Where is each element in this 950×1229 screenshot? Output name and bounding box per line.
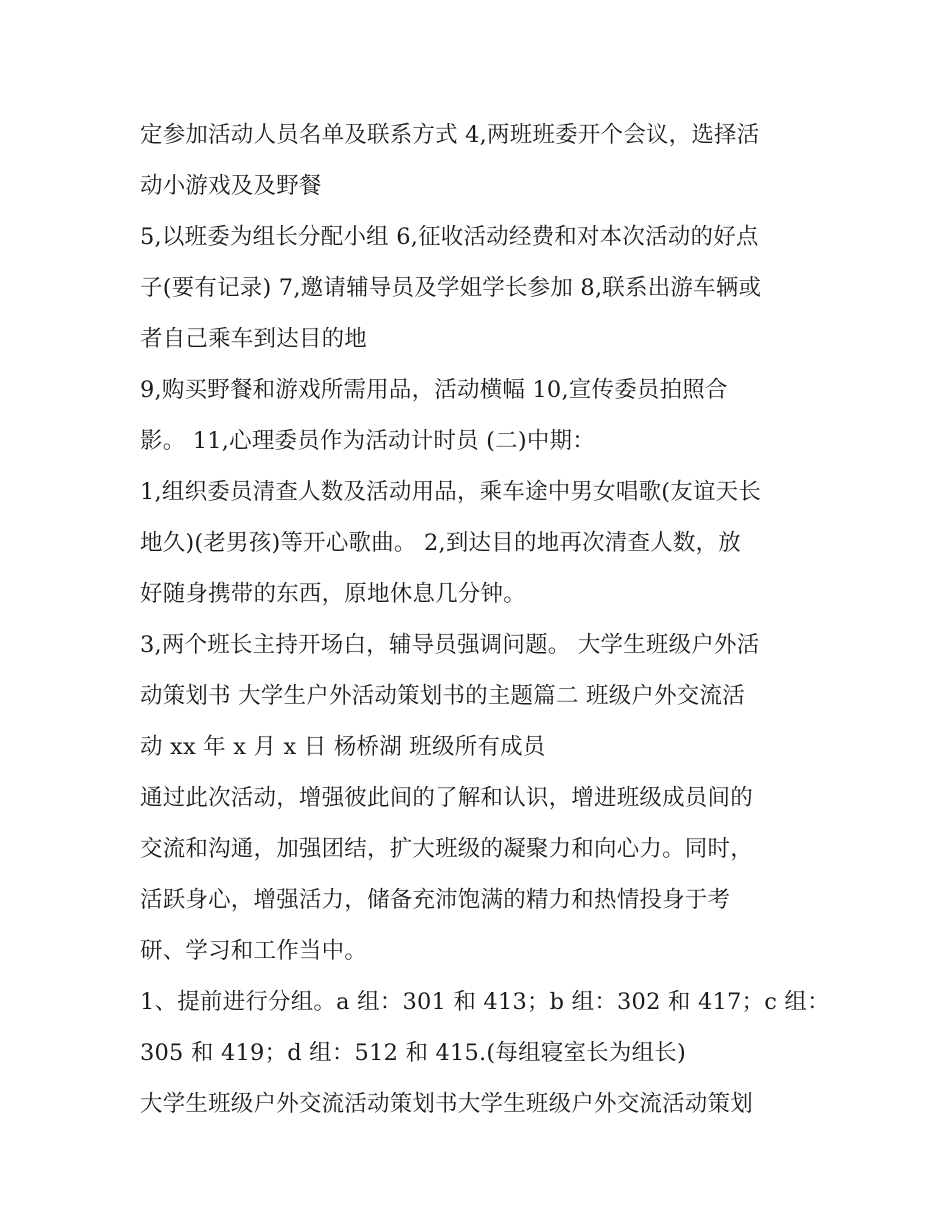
text-line: 1,组织委员清查人数及活动用品，乘车途中男女唱歌(友谊天长: [140, 479, 762, 505]
text-line: 5,以班委为组长分配小组 6,征收活动经费和对本次活动的好点: [140, 224, 759, 250]
text-line: 3,两个班长主持开场白，辅导员强调问题。 大学生班级户外活: [140, 632, 760, 658]
text-line: 交流和沟通，加强团结，扩大班级的凝聚力和向心力。同时，: [140, 836, 753, 862]
text-line: 通过此次活动，增强彼此间的了解和认识，增进班级成员间的: [140, 785, 753, 811]
text-line: 地久)(老男孩)等开心歌曲。 2,到达目的地再次清查人数，放: [140, 530, 741, 556]
text-line: 子(要有记录) 7,邀请辅导员及学姐学长参加 8,联系出游车辆或: [140, 275, 762, 301]
text-line: 动策划书 大学生户外活动策划书的主题篇二 班级户外交流活: [140, 683, 745, 709]
text-line: 动小游戏及及野餐: [140, 173, 322, 199]
document-body: [140, 110, 830, 1130]
text-line: 活跃身心，增强活力，储备充沛饱满的精力和热情投身于考: [140, 887, 731, 913]
text-line: 者自己乘车到达目的地: [140, 326, 368, 352]
text-line: 9,购买野餐和游戏所需用品，活动横幅 10,宣传委员拍照合: [140, 377, 728, 403]
text-line: 动 xx 年 x 月 x 日 杨桥湖 班级所有成员: [140, 734, 546, 760]
text-line: 影。 11,心理委员作为活动计时员 (二)中期：: [140, 428, 595, 454]
text-line: 1、提前进行分组。a 组：301 和 413；b 组：302 和 417；c 组：: [140, 989, 830, 1015]
text-line: 大学生班级户外交流活动策划书大学生班级户外交流活动策划: [140, 1091, 753, 1117]
text-line: 好随身携带的东西，原地休息几分钟。: [140, 581, 526, 607]
text-line: 305 和 419；d 组：512 和 415.(每组寝室长为组长): [140, 1040, 686, 1066]
text-line: 研、学习和工作当中。: [140, 938, 368, 964]
text-line: 定参加活动人员名单及联系方式 4,两班班委开个会议，选择活: [140, 122, 760, 148]
